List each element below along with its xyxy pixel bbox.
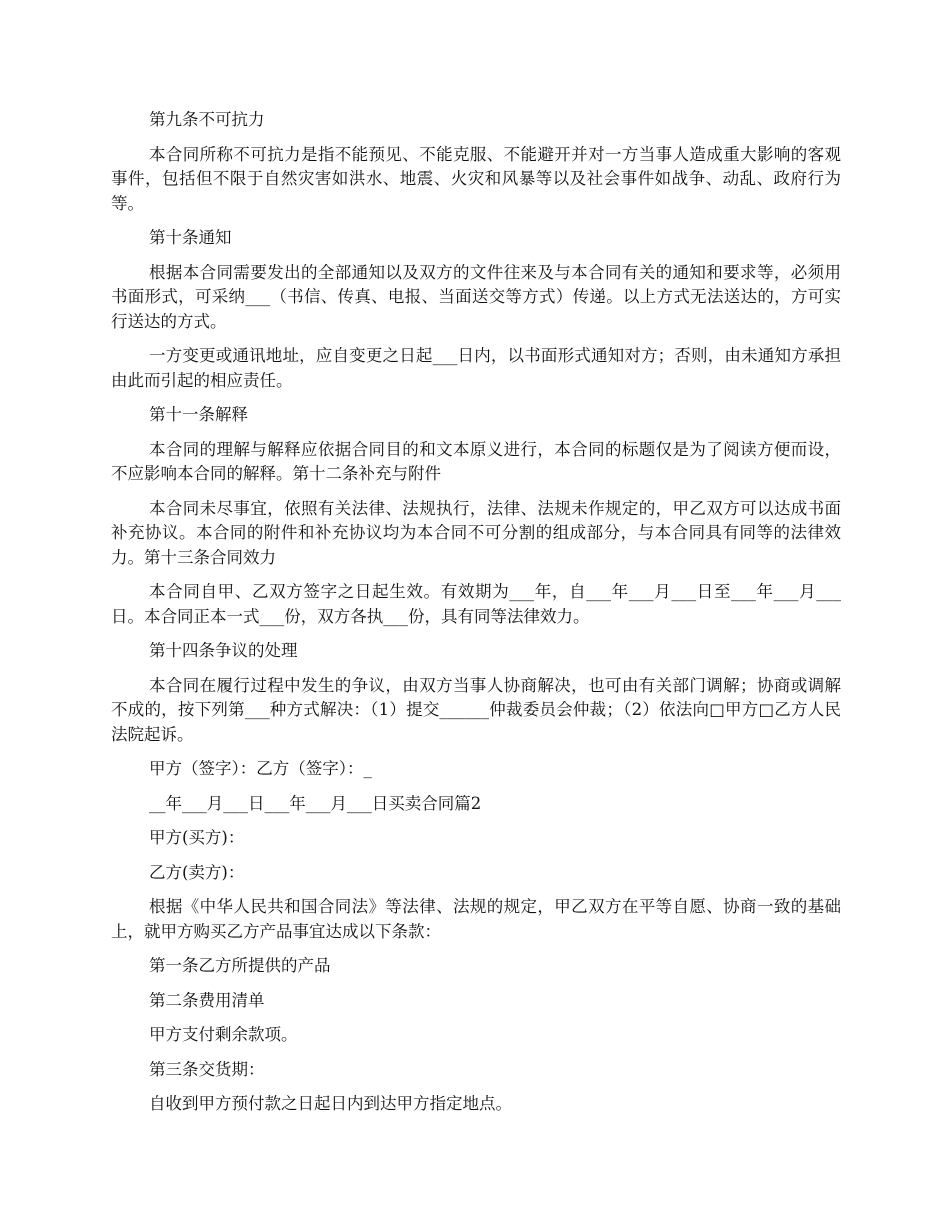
article-11-heading: 第十一条解释 (149, 405, 248, 424)
seller-line: 乙方(卖方)： (149, 862, 245, 882)
force-majeure-paragraph: 本合同所称不可抗力是指不能预见、不能克服、不能避开并对一方当事人造成重大影响的客观事件，包括但不限于自然灾害如洪水、地震、火灾和风暴等以及社会事件如战争、动乱、政府行为等。 (111, 144, 841, 213)
document-body (111, 108, 841, 1127)
article-10-heading: 第十条通知 (149, 228, 232, 247)
buyer-line: 甲方(买方)： (149, 828, 245, 847)
signature-line: 甲方（签字）：乙方（签字）：_ (149, 759, 372, 778)
article-1-heading: 第一条乙方所提供的产品 (149, 956, 331, 975)
interpretation-paragraph: 本合同的理解与解释应依据合同目的和文本原义进行，本合同的标题仅是为了阅读方便而设，不应影响本合同的解释。第十二条补充与附件 (111, 439, 841, 483)
notice-paragraph: 根据本合同需要发出的全部通知以及双方的文件往来及与本合同有关的通知和要求等，必须用书面形式，可采纳___（书信、传真、电报、当面送交等方式）传递。以上方式无法送达的，方可实行送达的方式。 (111, 262, 841, 331)
validity-paragraph: 本合同自甲、乙双方签字之日起生效。有效期为___年，自___年___月___日至___年___月___日。本合同正本一式___份，双方各执___份，具有同等法律效力。 (111, 582, 841, 626)
article-3-heading: 第三条交货期： (149, 1059, 265, 1079)
article-14-heading: 第十四条争议的处理 (149, 641, 298, 660)
delivery-line: 自收到甲方预付款之日起日内到达甲方指定地点。 (149, 1094, 512, 1113)
article-9-heading: 第九条不可抗力 (149, 110, 265, 129)
payment-line: 甲方支付剩余款项。 (149, 1025, 298, 1044)
article-2-heading: 第二条费用清单 (149, 990, 265, 1010)
preamble-paragraph: 根据《中华人民共和国合同法》等法律、法规的规定，甲乙双方在平等自愿、协商一致的基础上，就甲方购买乙方产品事宜达成以下条款： (111, 897, 841, 941)
supplement-paragraph: 本合同未尽事宜，依照有关法律、法规执行，法律、法规未作规定的，甲乙双方可以达成书面补充协议。本合同的附件和补充协议均为本合同不可分割的组成部分，与本合同具有同等的法律效力。第十三条合同效力 (111, 498, 841, 567)
address-change-paragraph: 一方变更或通讯地址，应自变更之日起___日内，以书面形式通知对方；否则，由未通知方承担由此而引起的相应责任。 (111, 346, 841, 390)
dispute-paragraph: 本合同在履行过程中发生的争议，由双方当事人协商解决，也可由有关部门调解；协商或调解不成的，按下列第___种方式解决：（1）提交______仲裁委员会仲裁；（2）依法向□甲方□乙方人民法院起诉。 (111, 675, 841, 744)
date-line: __年___月___日___年___月___日买卖合同篇2 (149, 793, 482, 813)
